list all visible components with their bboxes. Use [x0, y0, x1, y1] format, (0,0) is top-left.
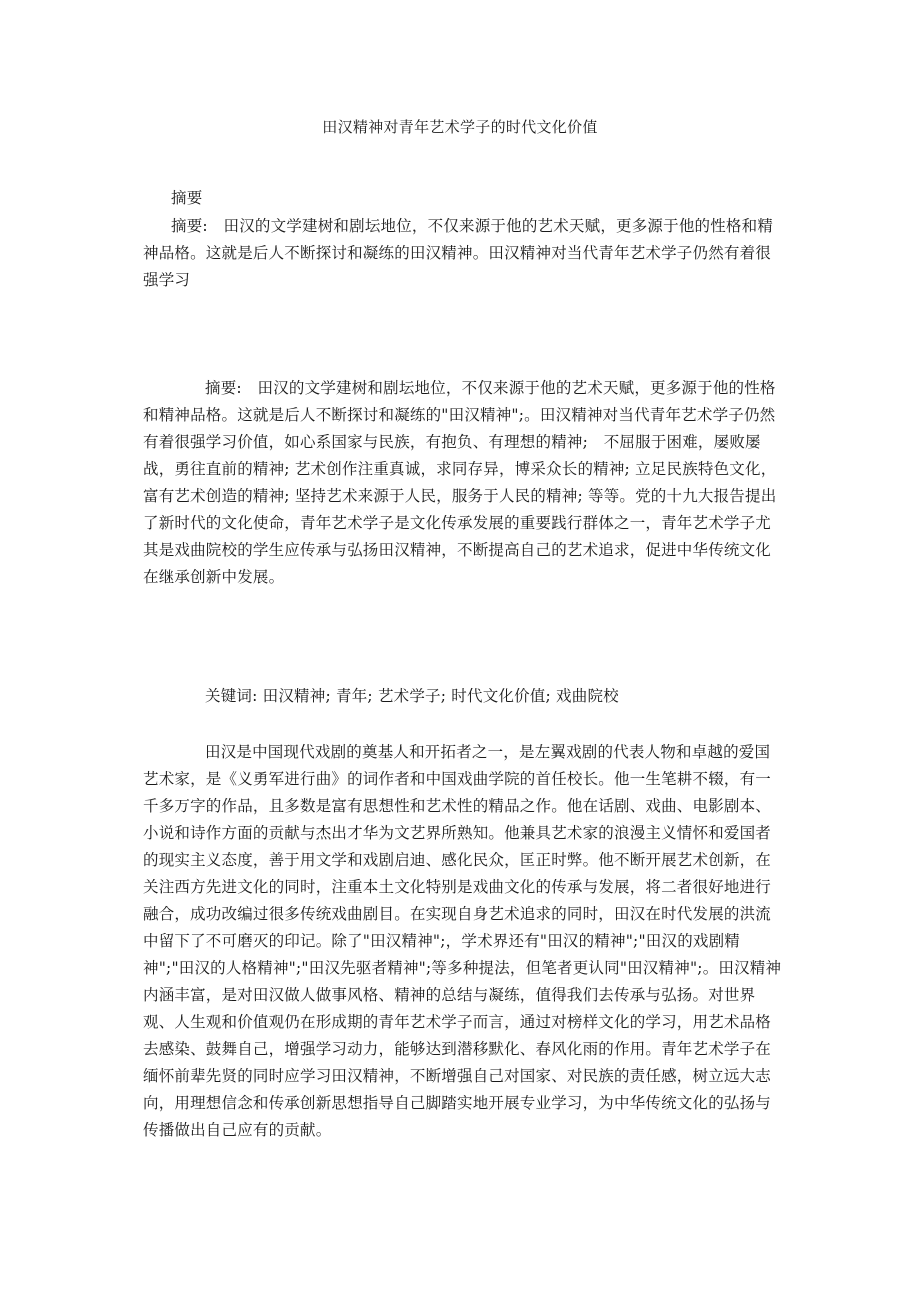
abstract-full: 摘要: 田汉的文学建树和剧坛地位，不仅来源于他的艺术天赋，更多源于他的性格和精神品格。这就是后人不断探讨和凝练的"田汉精神";。田汉精神对当代青年艺术学子仍然有着很强学习价值，如心系国家与民族，有抱负、有理想的精神; 不屈服于困难，屡败屡战，勇往直前的精神; 艺术创作注重真诚，求同存异，博采众长的精神; 立足民族特色文化，富有艺术创造的精神; 坚持艺术来源于人民，服务于人民的精神; 等等。党的十九大报告提出了新时代的文化使命，青年艺术学子是文化传承发展的重要践行群体之一，青年艺术学子尤其是戏曲院校的学生应传承与弘扬田汉精神，不断提高自己的艺术追求，促进中华传统文化在继承创新中发展。	[143, 379, 777, 586]
abstract-heading: 摘要	[171, 189, 203, 207]
document-title: 田汉精神对青年艺术学子的时代文化价值	[322, 118, 598, 136]
body-paragraph: 田汉是中国现代戏剧的奠基人和开拓者之一，是左翼戏剧的代表人物和卓越的爱国艺术家，是《义勇军进行曲》的词作者和中国戏曲学院的首任校长。他一生笔耕不辍，有一千多万字的作品，且多数是富有思想性和艺术性的精品之作。他在话剧、戏曲、电影剧本、小说和诗作方面的贡献与杰出才华为文艺界所熟知。他兼具艺术家的浪漫主义情怀和爱国者的现实主义态度，善于用文学和戏剧启迪、感化民众，匡正时弊。他不断开展艺术创新，在关注西方先进文化的同时，注重本土文化特别是戏曲文化的传承与发展，将二者很好地进行融合，成功改编过很多传统戏曲剧目。在实现自身艺术追求的同时，田汉在时代发展的洪流中留下了不可磨灭的印记。除了"田汉精神";，学术界还有"田汉的精神";"田汉的戏剧精神";"田汉的人格精神";"田汉先驱者精神";等多种提法，但笔者更认同"田汉精神";。田汉精神内涵丰富，是对田汉做人做事风格、精神的总结与凝练，值得我们去传承与弘扬。对世界观、人生观和价值观仍在形成期的青年艺术学子而言，通过对榜样文化的学习，用艺术品格去感染、鼓舞自己，增强学习动力，能够达到潜移默化、春风化雨的作用。青年艺术学子在缅怀前辈先贤的同时应学习田汉精神，不断增强自己对国家、对民族的责任感，树立远大志向，用理想信念和传承创新思想指导自己脚踏实地开展专业学习，为中华传统文化的弘扬与传播做出自己应有的贡献。	[143, 743, 782, 1139]
abstract-short: 摘要: 田汉的文学建树和剧坛地位，不仅来源于他的艺术天赋，更多源于他的性格和精神品格。这就是后人不断探讨和凝练的田汉精神。田汉精神对当代青年艺术学子仍然有着很强学习	[143, 217, 774, 289]
keywords: 关键词: 田汉精神; 青年; 艺术学子; 时代文化价值; 戏曲院校	[205, 687, 619, 705]
